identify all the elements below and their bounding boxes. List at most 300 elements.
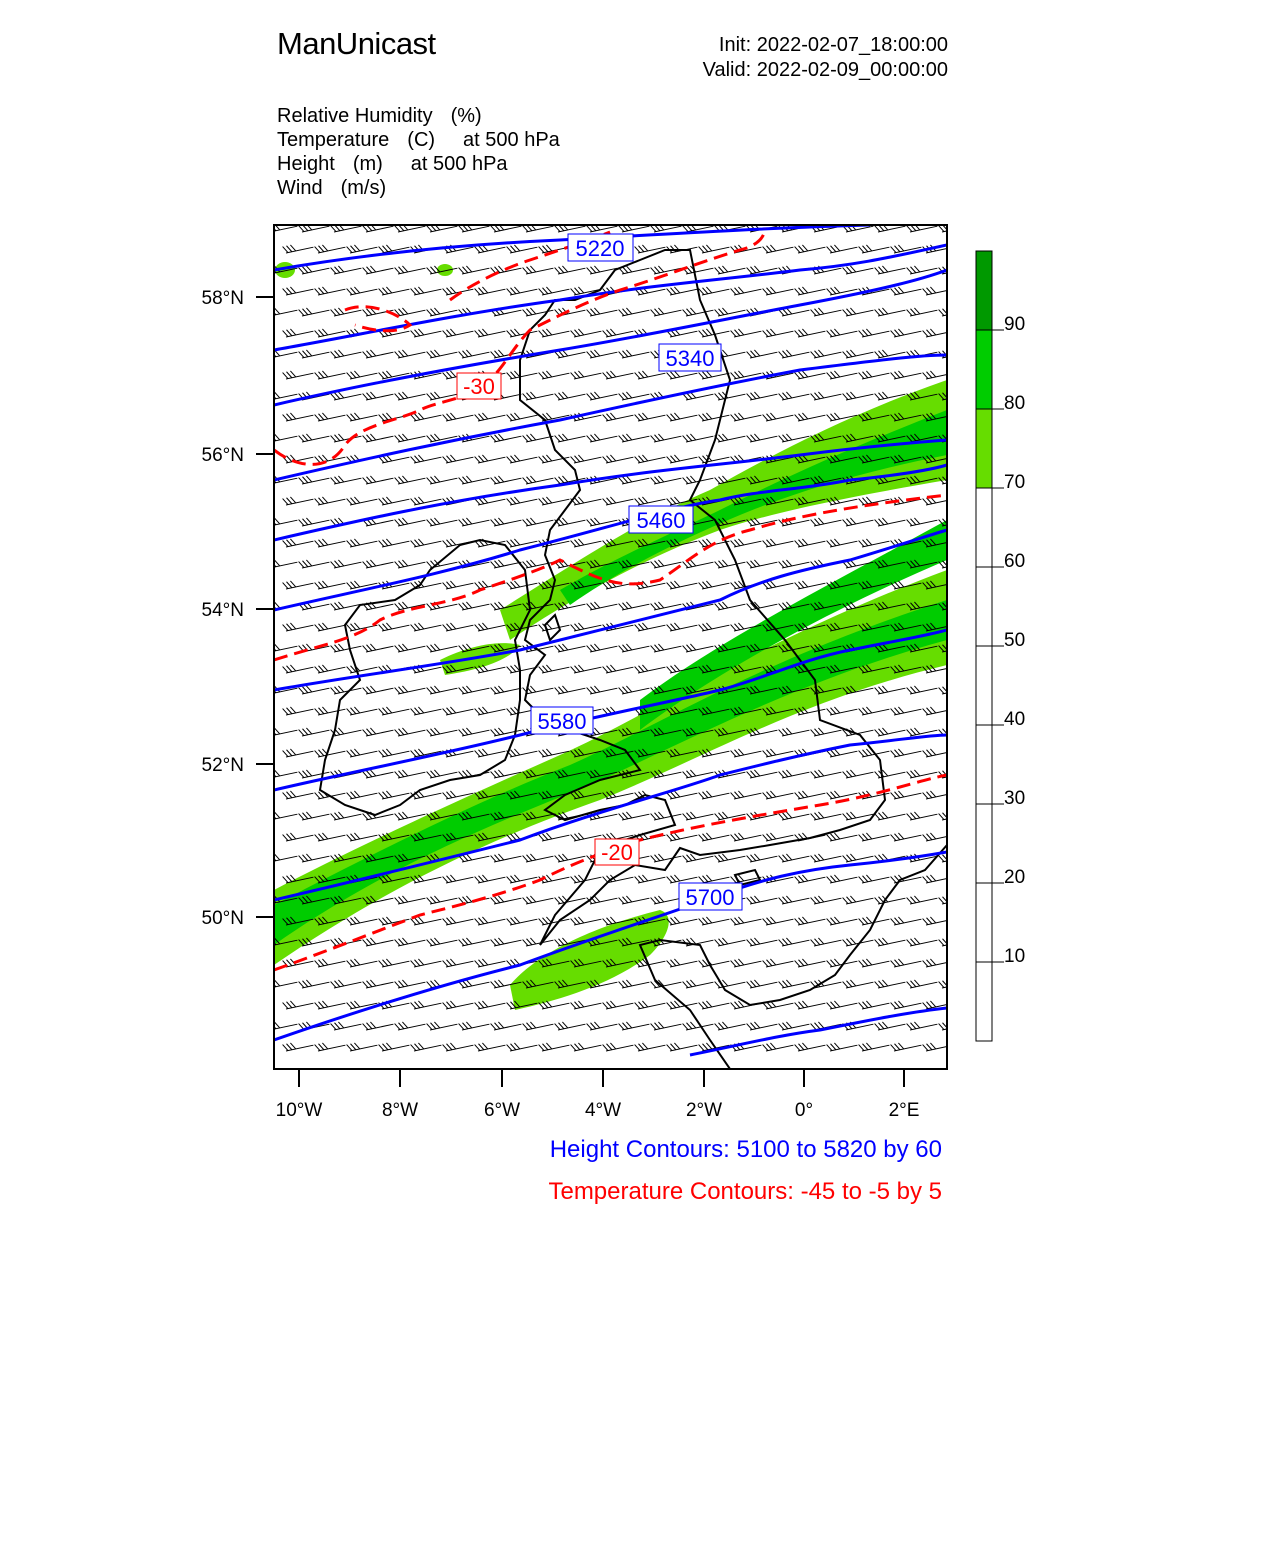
- wind-barb: [827, 1038, 858, 1051]
- wind-barb: [763, 954, 794, 967]
- wind-barb: [427, 891, 458, 904]
- wind-barb: [619, 891, 650, 904]
- wind-barb: [555, 261, 586, 274]
- wind-barb: [491, 1017, 522, 1030]
- wind-barb: [283, 828, 314, 841]
- wind-barb: [331, 261, 362, 274]
- wind-barb: [315, 786, 346, 799]
- wind-barb: [315, 576, 346, 589]
- wind-barb: [699, 996, 730, 1009]
- wind-barb: [603, 1038, 634, 1051]
- wind-barb: [347, 954, 378, 967]
- wind-barb: [747, 345, 778, 358]
- wind-barb: [379, 534, 410, 547]
- wind-barb: [587, 345, 618, 358]
- wind-barb: [427, 723, 458, 736]
- wind-barb: [923, 870, 954, 883]
- temperature-contours-caption: Temperature Contours: -45 to -5 by 5: [548, 1178, 942, 1205]
- wind-barb: [731, 912, 762, 925]
- wind-barb: [843, 807, 874, 820]
- wind-barb: [907, 975, 938, 988]
- wind-barb: [475, 450, 506, 463]
- wind-barb: [635, 870, 666, 883]
- colorbar-box: [976, 725, 992, 804]
- wind-barb: [523, 471, 554, 484]
- wind-barb: [379, 744, 410, 757]
- wind-barb: [747, 597, 778, 610]
- wind-barb: [683, 429, 714, 442]
- height-label-text: 5340: [665, 346, 715, 371]
- wind-barb: [555, 681, 586, 694]
- wind-barb: [619, 681, 650, 694]
- wind-barb: [715, 1017, 746, 1030]
- wind-barb: [747, 933, 778, 946]
- wind-barb: [827, 996, 858, 1009]
- wind-barb: [843, 303, 874, 316]
- wind-barb: [491, 513, 522, 526]
- wind-barb: [843, 975, 874, 988]
- wind-barb: [875, 303, 906, 316]
- wind-barb: [779, 849, 810, 862]
- wind-barb: [603, 660, 634, 673]
- wind-barb: [619, 303, 650, 316]
- wind-barb: [491, 471, 522, 484]
- wind-barb: [395, 933, 426, 946]
- wind-barb: [491, 933, 522, 946]
- wind-barb: [795, 576, 826, 589]
- wind-barb: [443, 618, 474, 631]
- wind-barb: [795, 534, 826, 547]
- wind-barb: [619, 597, 650, 610]
- lon-label: 2°W: [685, 1100, 723, 1121]
- wind-barb: [779, 891, 810, 904]
- wind-barb: [475, 618, 506, 631]
- wind-barb: [411, 324, 442, 337]
- wind-barb: [587, 681, 618, 694]
- wind-barb: [539, 660, 570, 673]
- wind-barb: [427, 555, 458, 568]
- wind-barb: [859, 744, 890, 757]
- wind-barb: [795, 1038, 826, 1051]
- wind-barb: [811, 891, 842, 904]
- wind-barb: [283, 1038, 314, 1051]
- wind-barb: [347, 828, 378, 841]
- wind-barb: [699, 828, 730, 841]
- colorbar-box: [976, 883, 992, 962]
- wind-barb: [347, 660, 378, 673]
- wind-barb: [731, 786, 762, 799]
- wind-barb: [859, 1038, 890, 1051]
- wind-barb: [651, 1017, 682, 1030]
- wind-barb: [283, 366, 314, 379]
- wind-barb: [363, 1017, 394, 1030]
- colorbar-box: [976, 804, 992, 883]
- wind-barb: [715, 303, 746, 316]
- wind-barb: [555, 1017, 586, 1030]
- wind-barb: [795, 240, 826, 253]
- colorbar-label: 40: [1004, 709, 1026, 730]
- wind-barb: [523, 849, 554, 862]
- wind-barb: [683, 807, 714, 820]
- wind-barb: [699, 618, 730, 631]
- colorbar-label: 70: [1004, 472, 1026, 493]
- wind-barb: [555, 513, 586, 526]
- wind-barb: [363, 471, 394, 484]
- wind-barb: [619, 975, 650, 988]
- wind-barb: [443, 912, 474, 925]
- wind-barb: [443, 870, 474, 883]
- variable-unit: (m): [352, 153, 383, 175]
- wind-barb: [747, 975, 778, 988]
- wind-barb: [747, 849, 778, 862]
- wind-barb: [667, 450, 698, 463]
- wind-barb: [635, 492, 666, 505]
- wind-barb: [363, 933, 394, 946]
- wind-barb: [859, 702, 890, 715]
- wind-barb: [763, 828, 794, 841]
- wind-barb: [763, 324, 794, 337]
- variable-unit: (m/s): [340, 177, 387, 199]
- wind-barb: [603, 996, 634, 1009]
- humidity-colorbar: [976, 251, 1025, 1041]
- wind-barb: [891, 996, 922, 1009]
- wind-barb: [459, 1017, 490, 1030]
- wind-barb: [683, 975, 714, 988]
- wind-barb: [939, 933, 970, 946]
- wind-barb: [891, 744, 922, 757]
- wind-barb: [459, 597, 490, 610]
- wind-barb: [347, 492, 378, 505]
- wind-barb: [843, 891, 874, 904]
- wind-barb: [843, 513, 874, 526]
- wind-barb: [763, 786, 794, 799]
- wind-barb: [891, 324, 922, 337]
- wind-barb: [459, 681, 490, 694]
- wind-barb: [779, 723, 810, 736]
- variable-unit: (%): [450, 105, 482, 127]
- wind-barb: [507, 1038, 538, 1051]
- wind-barb: [859, 954, 890, 967]
- wind-barb: [363, 345, 394, 358]
- wind-barb: [459, 261, 490, 274]
- wind-barb: [443, 1038, 474, 1051]
- wind-barb: [699, 408, 730, 421]
- wind-barb: [539, 618, 570, 631]
- wind-barb: [859, 324, 890, 337]
- wind-barb: [411, 492, 442, 505]
- wind-barb: [283, 618, 314, 631]
- wind-barb: [907, 807, 938, 820]
- height-label-text: 5460: [636, 508, 686, 533]
- wind-barb: [523, 891, 554, 904]
- wind-barb: [715, 387, 746, 400]
- wind-barb: [795, 408, 826, 421]
- lon-label: 6°W: [483, 1100, 521, 1121]
- wind-barb: [283, 996, 314, 1009]
- wind-barb: [747, 387, 778, 400]
- wind-barb: [763, 534, 794, 547]
- wind-barb: [283, 240, 314, 253]
- wind-barb: [267, 555, 298, 568]
- height-label-text: 5700: [685, 885, 735, 910]
- wind-barb: [811, 765, 842, 778]
- wind-barb: [779, 975, 810, 988]
- wind-barb: [923, 366, 954, 379]
- height-label-text: 5220: [575, 236, 625, 261]
- wind-barb: [395, 471, 426, 484]
- wind-barb: [267, 765, 298, 778]
- wind-barb: [443, 408, 474, 421]
- wind-barb: [267, 429, 298, 442]
- wind-barb: [651, 597, 682, 610]
- wind-barb: [795, 324, 826, 337]
- wind-barb: [843, 345, 874, 358]
- wind-barb: [571, 366, 602, 379]
- wind-barb: [715, 261, 746, 274]
- wind-barb: [939, 975, 970, 988]
- height-label-5340: [659, 344, 721, 371]
- wind-barb: [555, 429, 586, 442]
- wind-barb: [667, 240, 698, 253]
- wind-barb: [683, 639, 714, 652]
- wind-barb: [891, 1038, 922, 1051]
- wind-barb: [779, 555, 810, 568]
- wind-barb: [475, 282, 506, 295]
- wind-barb: [715, 933, 746, 946]
- wind-barb: [523, 261, 554, 274]
- height-label-5580: [531, 707, 593, 734]
- wind-barb: [267, 387, 298, 400]
- wind-barb: [315, 660, 346, 673]
- wind-barb: [827, 534, 858, 547]
- wind-barb: [875, 723, 906, 736]
- wind-barb: [427, 1017, 458, 1030]
- wind-barb: [539, 1038, 570, 1051]
- wind-barb: [523, 1017, 554, 1030]
- wind-barb: [923, 996, 954, 1009]
- wind-barb: [299, 807, 330, 820]
- wind-barb: [427, 303, 458, 316]
- wind-barb: [427, 513, 458, 526]
- colorbar-label: 90: [1004, 314, 1026, 335]
- wind-barb: [571, 996, 602, 1009]
- wind-barb: [427, 345, 458, 358]
- variable-level: at 500 hPa: [410, 153, 508, 175]
- colorbar-label: 10: [1004, 946, 1026, 967]
- wind-barb: [299, 345, 330, 358]
- wind-barb: [267, 303, 298, 316]
- wind-barb: [875, 933, 906, 946]
- wind-barb: [299, 303, 330, 316]
- wind-barb: [587, 387, 618, 400]
- wind-barb: [379, 954, 410, 967]
- wind-barb: [635, 1038, 666, 1051]
- lat-label: 58°N: [201, 288, 244, 309]
- wind-barb: [475, 702, 506, 715]
- temperature-label-minus30: [457, 373, 501, 399]
- wind-barb: [619, 639, 650, 652]
- lon-label: 0°: [794, 1100, 814, 1121]
- wind-barb: [315, 324, 346, 337]
- wind-barb: [667, 912, 698, 925]
- wind-barb: [363, 639, 394, 652]
- wind-barb: [315, 702, 346, 715]
- wind-barb: [603, 450, 634, 463]
- wind-barb: [667, 408, 698, 421]
- lon-label: 4°W: [584, 1100, 622, 1121]
- wind-barb: [827, 324, 858, 337]
- wind-barb: [619, 387, 650, 400]
- wind-barb: [299, 513, 330, 526]
- wind-barb: [283, 492, 314, 505]
- wind-barb: [635, 660, 666, 673]
- wind-barb: [619, 345, 650, 358]
- lat-label: 54°N: [201, 600, 244, 621]
- wind-barb: [811, 933, 842, 946]
- wind-barb: [667, 576, 698, 589]
- wind-barb: [667, 1038, 698, 1051]
- wind-barb: [907, 933, 938, 946]
- wind-barb: [827, 240, 858, 253]
- init-time: Init: 2022-02-07_18:00:00: [718, 34, 948, 56]
- wind-barb: [811, 807, 842, 820]
- wind-barb: [507, 492, 538, 505]
- wind-barb: [443, 702, 474, 715]
- wind-barb: [267, 1017, 298, 1030]
- wind-barb: [395, 765, 426, 778]
- wind-barb: [651, 303, 682, 316]
- wind-barb: [395, 303, 426, 316]
- wind-barb: [811, 387, 842, 400]
- colorbar-box: [976, 962, 992, 1041]
- wind-barb: [763, 408, 794, 421]
- lon-label: 8°W: [381, 1100, 419, 1121]
- wind-barb: [859, 366, 890, 379]
- wind-barb: [475, 996, 506, 1009]
- wind-barb: [347, 534, 378, 547]
- wind-barb: [907, 765, 938, 778]
- wind-barb: [731, 744, 762, 757]
- wind-barb: [411, 282, 442, 295]
- wind-barb: [555, 387, 586, 400]
- wind-barb: [635, 996, 666, 1009]
- wind-barb: [923, 282, 954, 295]
- wind-barb: [427, 933, 458, 946]
- wind-barb: [603, 324, 634, 337]
- wind-barb: [651, 975, 682, 988]
- temperature-label-text: -20: [601, 840, 633, 865]
- wind-barb: [539, 492, 570, 505]
- wind-barb: [395, 639, 426, 652]
- wind-barb: [363, 429, 394, 442]
- wind-barb: [683, 303, 714, 316]
- wind-barb: [699, 576, 730, 589]
- wind-barb: [475, 408, 506, 421]
- wind-barb: [923, 828, 954, 841]
- wind-barb: [923, 492, 954, 505]
- wind-barb: [875, 765, 906, 778]
- variable-name: Wind: [277, 177, 323, 199]
- wind-barb: [347, 240, 378, 253]
- colorbar-box: [976, 567, 992, 646]
- wind-barb: [539, 450, 570, 463]
- wind-barb: [811, 345, 842, 358]
- wind-barb: [363, 387, 394, 400]
- wind-barb: [347, 786, 378, 799]
- wind-barb: [731, 282, 762, 295]
- wind-barb: [923, 702, 954, 715]
- wind-barb: [731, 954, 762, 967]
- wind-barb: [347, 744, 378, 757]
- variable-unit: (C): [407, 129, 436, 151]
- wind-barb: [315, 492, 346, 505]
- wind-barb: [347, 408, 378, 421]
- wind-barb: [315, 240, 346, 253]
- colorbar-box: [976, 330, 992, 409]
- wind-barb: [411, 534, 442, 547]
- wind-barb: [315, 954, 346, 967]
- wind-barb: [731, 534, 762, 547]
- colorbar-box: [976, 646, 992, 725]
- wind-barb: [715, 555, 746, 568]
- wind-barb: [571, 1038, 602, 1051]
- wind-barb: [571, 660, 602, 673]
- wind-barb: [395, 261, 426, 274]
- colorbar-label: 60: [1004, 551, 1026, 572]
- wind-barb: [619, 807, 650, 820]
- lat-label: 52°N: [201, 755, 244, 776]
- wind-barb: [763, 912, 794, 925]
- wind-barb: [459, 723, 490, 736]
- colorbar-box: [976, 488, 992, 567]
- wind-barb: [539, 324, 570, 337]
- colorbar-box: [976, 409, 992, 488]
- wind-barb: [811, 303, 842, 316]
- wind-barb: [923, 954, 954, 967]
- colorbar-box: [976, 251, 992, 330]
- wind-barb: [939, 303, 970, 316]
- wind-barb: [779, 765, 810, 778]
- wind-barb: [267, 723, 298, 736]
- wind-barb: [443, 954, 474, 967]
- wind-barb: [267, 639, 298, 652]
- wind-barb: [331, 975, 362, 988]
- wind-barb: [923, 1038, 954, 1051]
- wind-barb: [443, 450, 474, 463]
- wind-barb: [411, 618, 442, 631]
- wind-barb: [683, 765, 714, 778]
- wind-barb: [363, 723, 394, 736]
- wind-barb: [907, 303, 938, 316]
- variable-name: Height: [277, 153, 335, 175]
- wind-barb: [475, 744, 506, 757]
- wind-barb: [523, 387, 554, 400]
- wind-barb: [651, 891, 682, 904]
- wind-barb: [859, 870, 890, 883]
- wind-barb: [331, 471, 362, 484]
- wind-barb: [299, 849, 330, 862]
- wind-barb: [491, 891, 522, 904]
- wind-barb: [635, 408, 666, 421]
- wind-barb: [875, 975, 906, 988]
- wind-barb: [843, 849, 874, 862]
- wind-barb: [315, 366, 346, 379]
- wind-barb: [379, 1038, 410, 1051]
- wind-barb: [347, 366, 378, 379]
- wind-barb: [459, 471, 490, 484]
- wind-barb: [939, 1017, 970, 1030]
- wind-barb: [891, 954, 922, 967]
